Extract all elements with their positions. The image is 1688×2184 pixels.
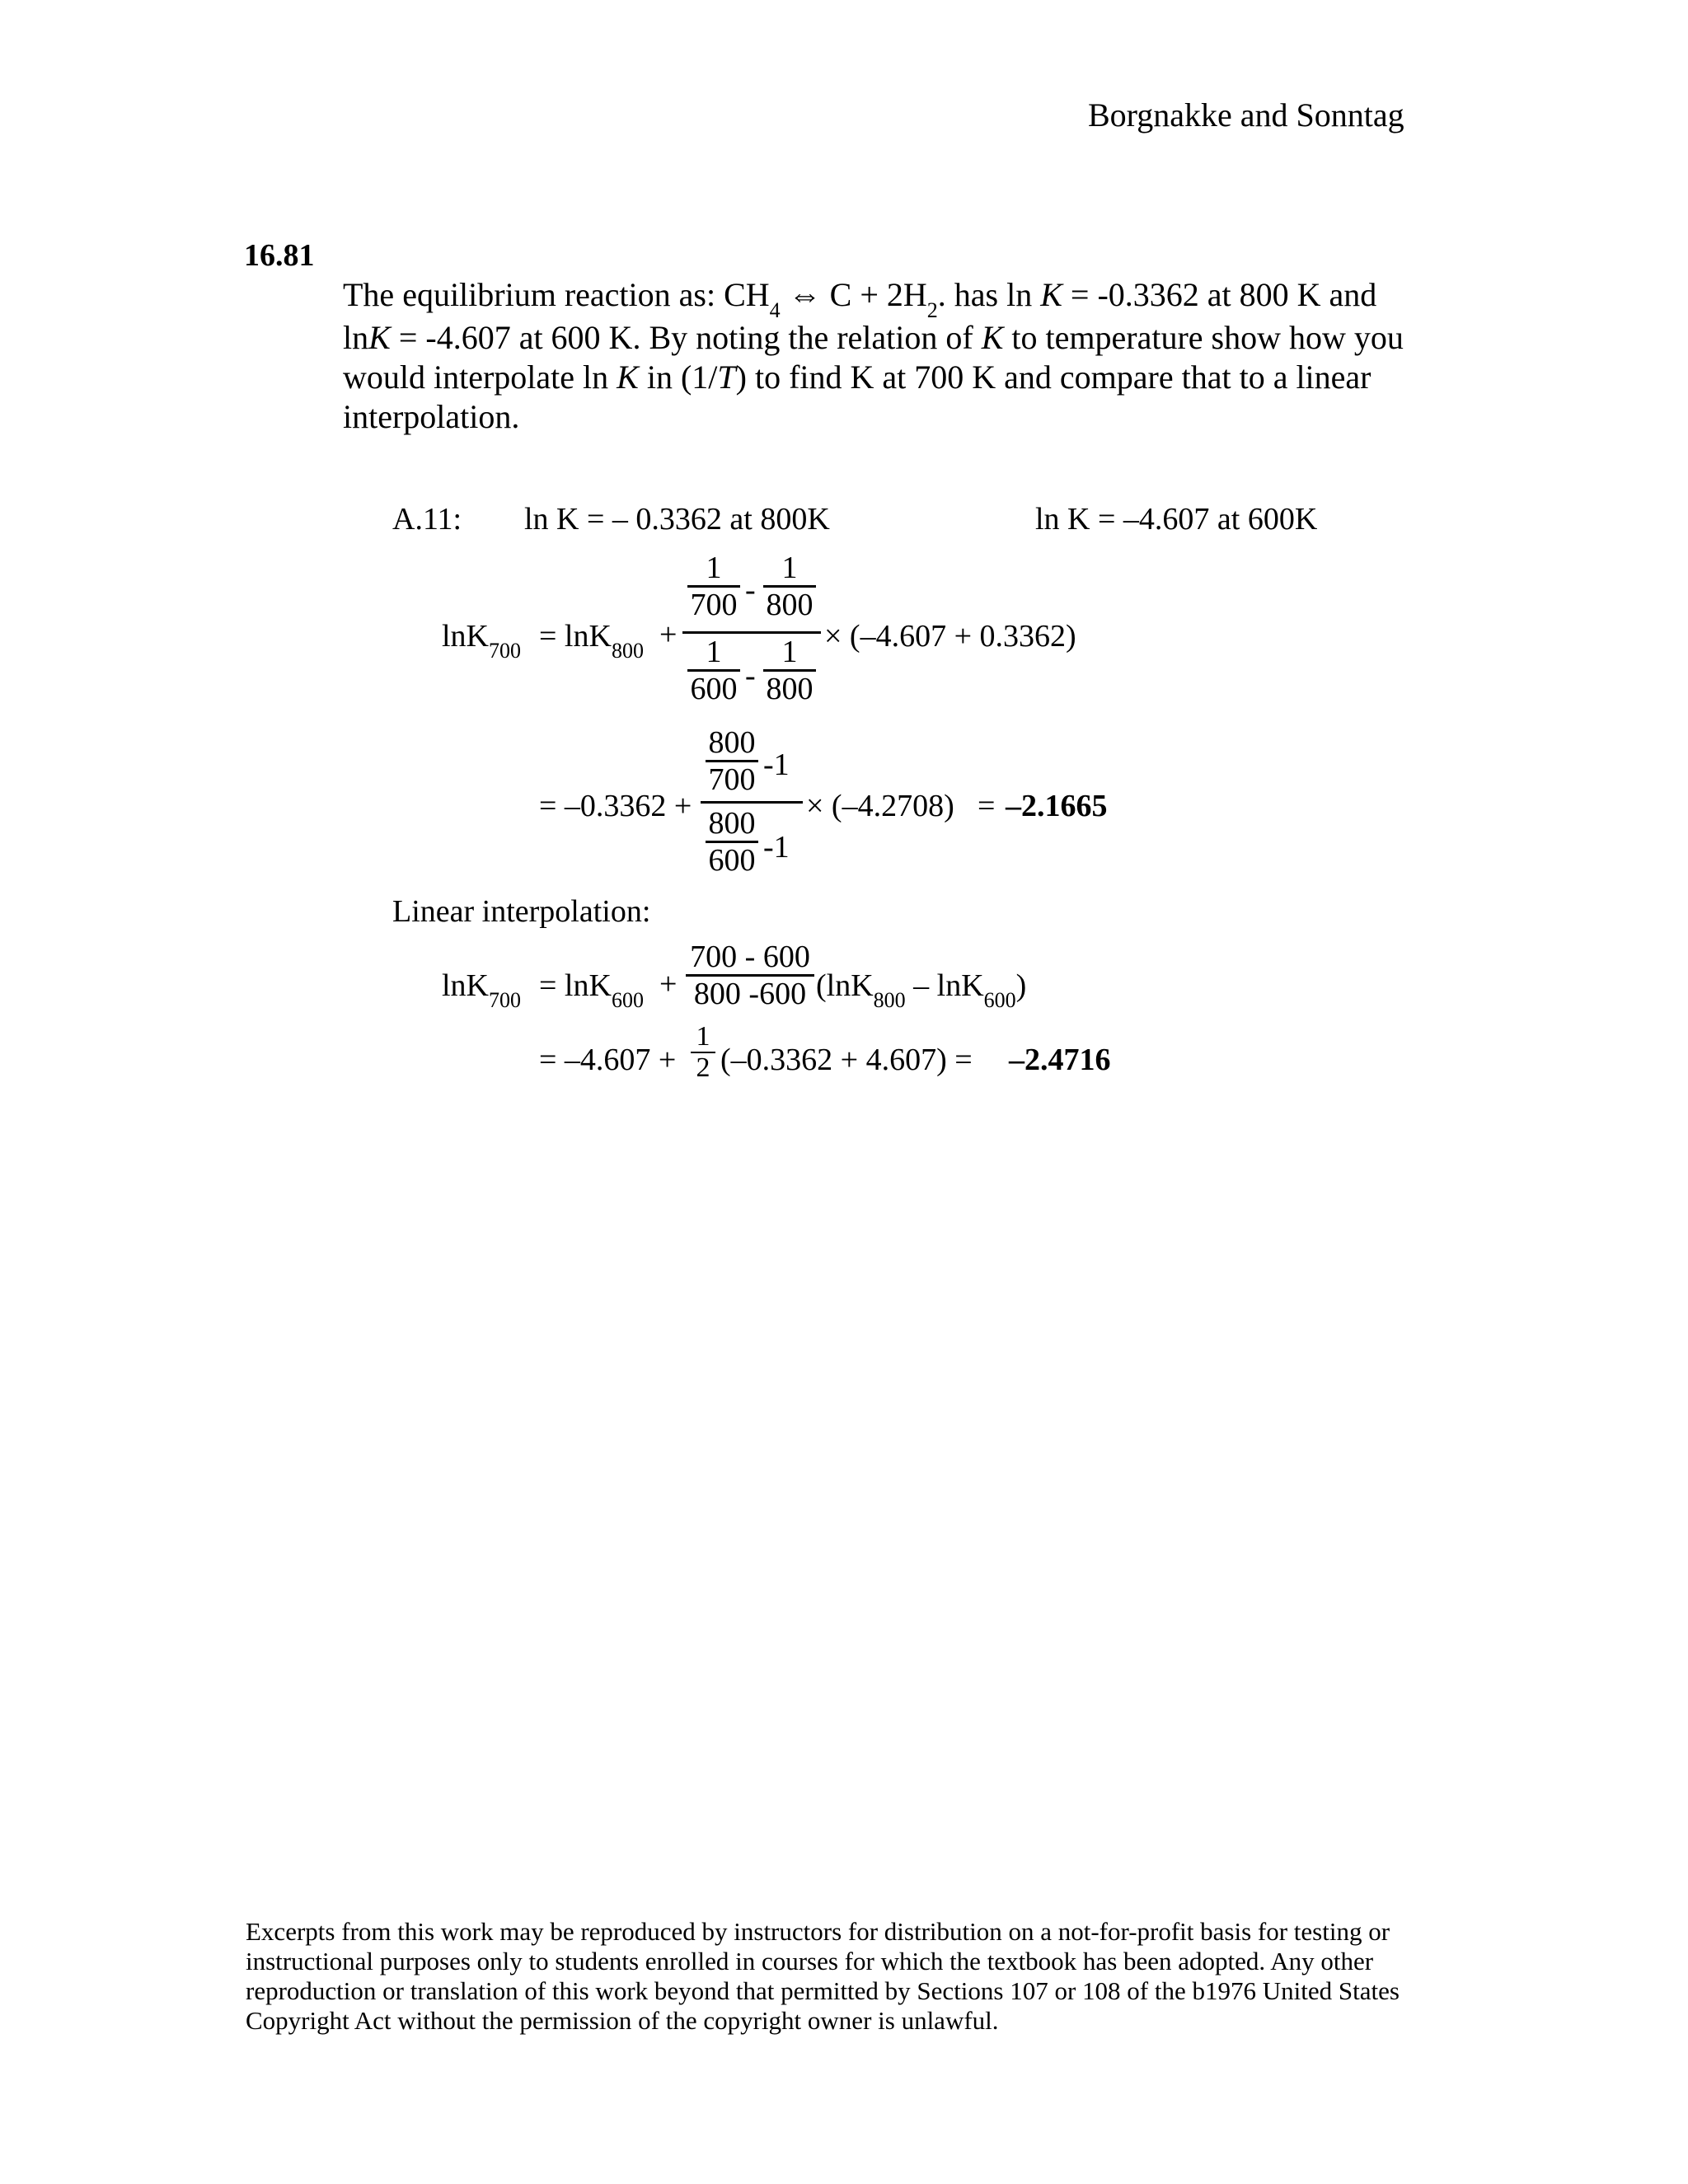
eq2-main-fraction-bar xyxy=(701,801,803,804)
footer-line-3: reproduction or translation of this work beyond that permitted by Sections 107 or 108 of the b1976 United States xyxy=(246,1976,1400,2005)
eq1-minus-bottom: - xyxy=(745,658,756,693)
footer-line-2: instructional purposes only to students enrolled in courses for which the textbook has been adopted. Any other xyxy=(246,1947,1374,1975)
eq3-plus: + xyxy=(659,967,678,1001)
eq1-frac-1-800-bottom: 1 800 xyxy=(763,635,816,706)
eq1-lnk800: = lnK$_{800}$ xyxy=(539,619,644,663)
eq3-fraction: 700 - 600 800 -600 xyxy=(686,940,814,1011)
problem-line-4: interpolation. xyxy=(343,398,520,435)
given-600k: ln K = –4.607 at 600K xyxy=(1035,502,1318,537)
eq2-prefix: = –0.3362 + xyxy=(539,789,692,823)
eq2-equals: = xyxy=(978,789,996,823)
eq3-lnk600: = lnK$_{600}$ xyxy=(539,968,644,1012)
eq1-minus-top: - xyxy=(745,573,756,607)
footer-line-4: Copyright Act without the permission of the copyright owner is unlawful. xyxy=(246,2006,999,2035)
eq2-minus-one-top: -1 xyxy=(763,748,790,782)
eq4-result: –2.4716 xyxy=(1009,1043,1111,1077)
given-800k: ln K = – 0.3362 at 800K xyxy=(524,502,830,537)
problem-line-3: would interpolate ln K in (1/T) to find K at 700 K and compare that to a linear xyxy=(343,359,1372,396)
footer-line-1: Excerpts from this work may be reproduced by instructors for distribution on a not-for-profit basis for testing or xyxy=(246,1917,1390,1946)
eq1-lhs: lnK$_{700}$ xyxy=(442,619,521,663)
eq2-frac-800-700: 800 700 xyxy=(706,725,758,797)
eq1-plus: + xyxy=(659,617,678,652)
eq2-minus-one-bottom: -1 xyxy=(763,830,790,865)
eq2-frac-800-600: 800 600 xyxy=(706,806,758,878)
linear-interpolation-label: Linear interpolation: xyxy=(392,894,651,929)
eq2-result: –2.1665 xyxy=(1006,789,1108,823)
eq3-lhs: lnK$_{700}$ xyxy=(442,968,521,1012)
eq3-difference: (lnK$_{800}$ – lnK$_{600}$) xyxy=(816,968,1027,1012)
eq4-half: 1 2 xyxy=(691,1022,715,1083)
eq1-frac-1-600: 1 600 xyxy=(687,635,740,706)
eq4-prefix: = –4.607 + xyxy=(539,1043,677,1077)
eq1-times-factor: × (–4.607 + 0.3362) xyxy=(824,619,1076,654)
eq2-times-factor: × (–4.2708) xyxy=(806,789,954,823)
eq1-frac-1-700: 1 700 xyxy=(687,551,740,622)
eq4-rest: (–0.3362 + 4.607) = xyxy=(720,1043,973,1077)
eq1-frac-1-800-top: 1 800 xyxy=(763,551,816,622)
problem-line-1: The equilibrium reaction as: $CH_4$ ⇔ $C + 2H_2$. has ln K = -0.3362 at 800 K and xyxy=(343,276,1377,322)
eq1-main-fraction-bar xyxy=(682,631,821,634)
header-authors: Borgnakke and Sonntag xyxy=(1088,96,1404,134)
table-reference: A.11: xyxy=(392,502,462,537)
problem-line-2: lnK = -4.607 at 600 K. By noting the relation of K to temperature show how you xyxy=(343,319,1404,356)
problem-number: 16.81 xyxy=(244,238,315,273)
